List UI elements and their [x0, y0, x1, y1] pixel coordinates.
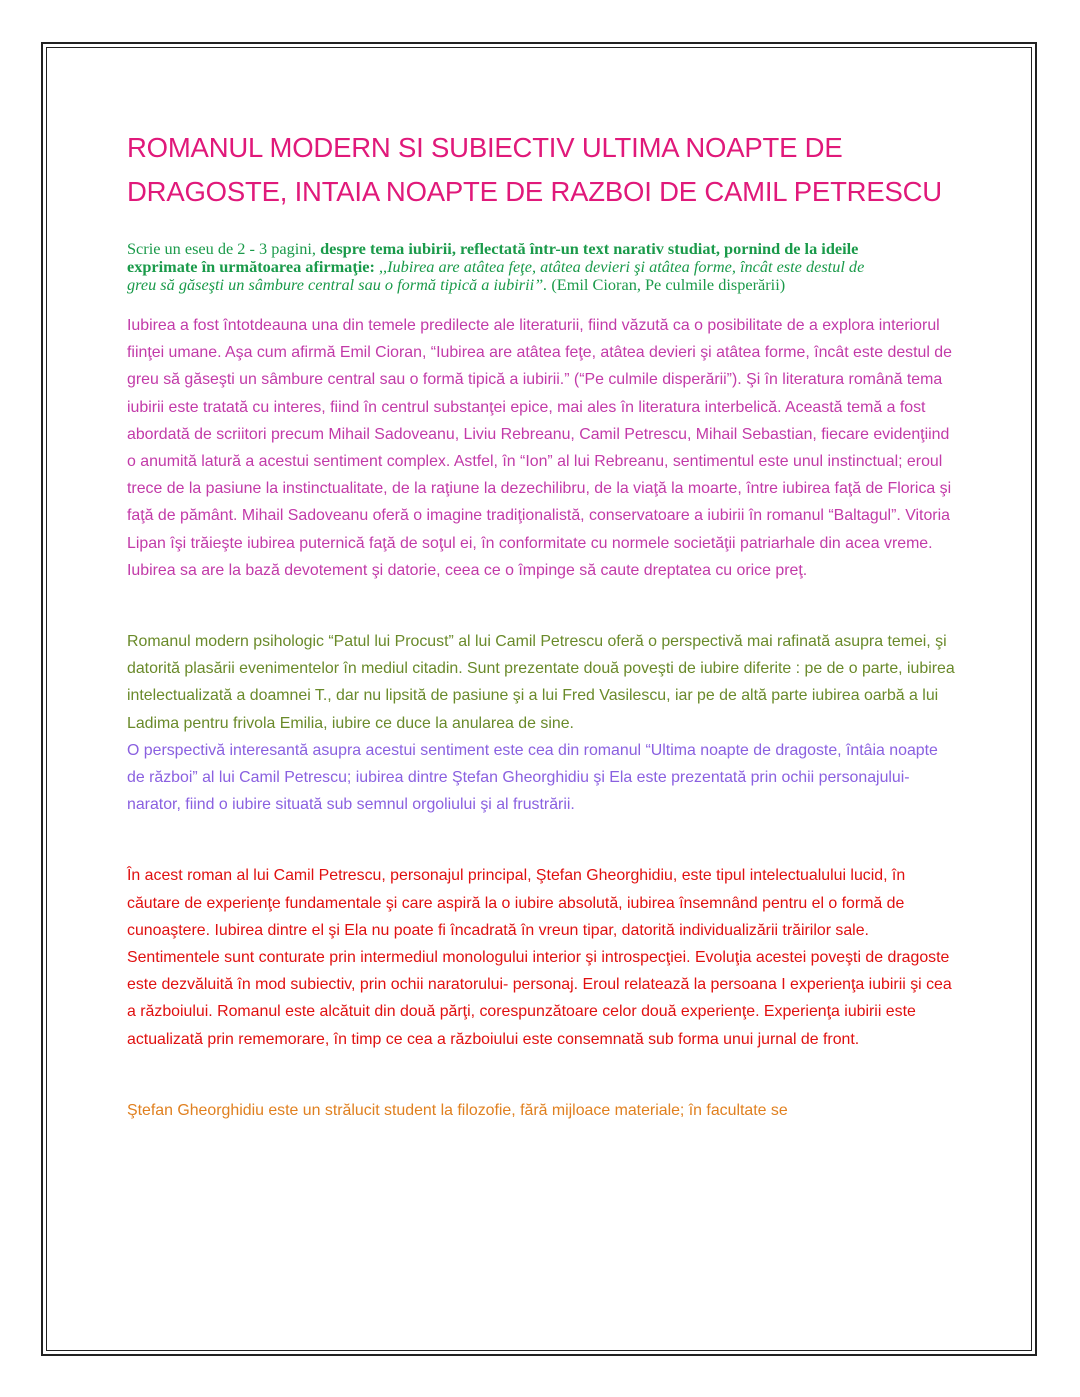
essay-prompt: [127, 240, 887, 294]
prompt-quote: ,,Iubirea are atâtea feţe, atâtea devieri şi atâtea forme, încât este destul de greu să găseşti un sâmbure central sau o formă tipică a iubirii”.: [127, 257, 865, 294]
paragraph-5: Ştefan Gheorghidiu este un strălucit student la filozofie, fără mijloace materiale; în facultate se: [127, 1101, 788, 1119]
paragraph-3: O perspectivă interesantă asupra acestui sentiment este cea din romanul “Ultima noapte de dragoste, întâia noapte de război” al lui Camil Petrescu; iubirea dintre Ştefan Gheorghidiu şi Ela este prezentată prin ochii personajului- narator, fiind o iubire situată sub semnul orgoliului şi al frustrării.: [127, 741, 938, 814]
paragraph-1: Iubirea a fost întotdeauna una din temele predilecte ale literaturii, fiind văzută ca o posibilitate de a explora interiorul fiinţei umane. Aşa cum afirmă Emil Cioran, “Iubirea are atâtea feţe, atâtea devieri şi atâtea forme, încât este destul de greu să găseşti un sâmbure central sau o formă tipică a iubirii.” (“Pe culmile disperării”). Şi în literatura română tema iubirii este tratată cu interes, fiind în centrul substanţei epice, mai ales în literatura interbelică. Această temă a fost abordată de scriitori precum Mihail Sadoveanu, Liviu Rebreanu, Camil Petrescu, Mihail Sebastian, fiecare evidenţiind o anumită latură a acestui sentiment complex. Astfel, în “Ion” al lui Rebreanu, sentimentul este unul instinctual; eroul trece de la pasiune la instinctualitate, de la raţiune la dezechilibru, de la viaţă la moarte, între iubirea faţă de Florica şi faţă de pământ. Mihail Sadoveanu oferă o imagine tradiţionalistă, conservatoare a iubirii în romanul “Baltagul”. Vitoria Lipan îşi trăieşte iubirea puternică faţă de soţul ei, în conformitate cu normele societăţii patriarhale din acea vreme. Iubirea sa are la bază devotement şi datorie, ceea ce o împinge să caute dreptatea cu orice preţ.: [127, 317, 952, 579]
paragraph-4: În acest roman al lui Camil Petrescu, personajul principal, Ştefan Gheorghidiu, este tipul intelectualului lucid, în căutare de experienţe fundamentale şi care aspiră la o iubire absolută, iubirea însemnând pentru el o formă de cunoaştere. Iubirea dintre el şi Ela nu poate fi încadrată în vreun tipar, datorită individualizării trăirilor sale. Sentimentele sunt conturate prin intermediul monologului interior şi introspecţiei. Evoluţia acestei poveşti de dragoste este dezvăluită în mod subiectiv, prin ochii naratorului- personaj. Eroul relatează la persoana I experienţa iubirii şi cea a războiului. Romanul este alcătuit din două părţi, corespunzătoare celor două experienţe. Experienţa iubirii este actualizată prin rememorare, în timp ce cea a războiului este consemnată sub forma unui jurnal de front.: [127, 867, 952, 1048]
prompt-bold: despre tema iubirii, reflectată într-un text narativ studiat, pornind de la ideile exprimate în următoarea afirmaţie:: [127, 239, 859, 276]
prompt-intro: Scrie un eseu de 2 - 3 pagini,: [127, 239, 321, 258]
document-body: [127, 126, 957, 1124]
title-line-1: ROMANUL MODERN SI SUBIECTIV ULTIMA NOAPTE DE: [127, 132, 843, 163]
document-title: [127, 126, 957, 214]
title-line-2: DRAGOSTE, INTAIA NOAPTE DE RAZBOI DE CAMIL PETRESCU: [127, 176, 942, 207]
paragraph-2: Romanul modern psihologic “Patul lui Procust” al lui Camil Petrescu oferă o perspectivă mai rafinată asupra temei, şi datorită plasării evenimentelor în mediul citadin. Sunt prezentate două poveşti de iubire diferite : pe de o parte, iubirea intelectualizată a doamnei T., dar nu lipsită de pasiune şi a lui Fred Vasilescu, iar pe de altă parte iubirea oarbă a lui Ladima pentru frivola Emilia, iubire ce duce la anularea de sine.: [127, 633, 955, 732]
prompt-source: (Emil Cioran, Pe culmile disperării): [547, 275, 786, 294]
